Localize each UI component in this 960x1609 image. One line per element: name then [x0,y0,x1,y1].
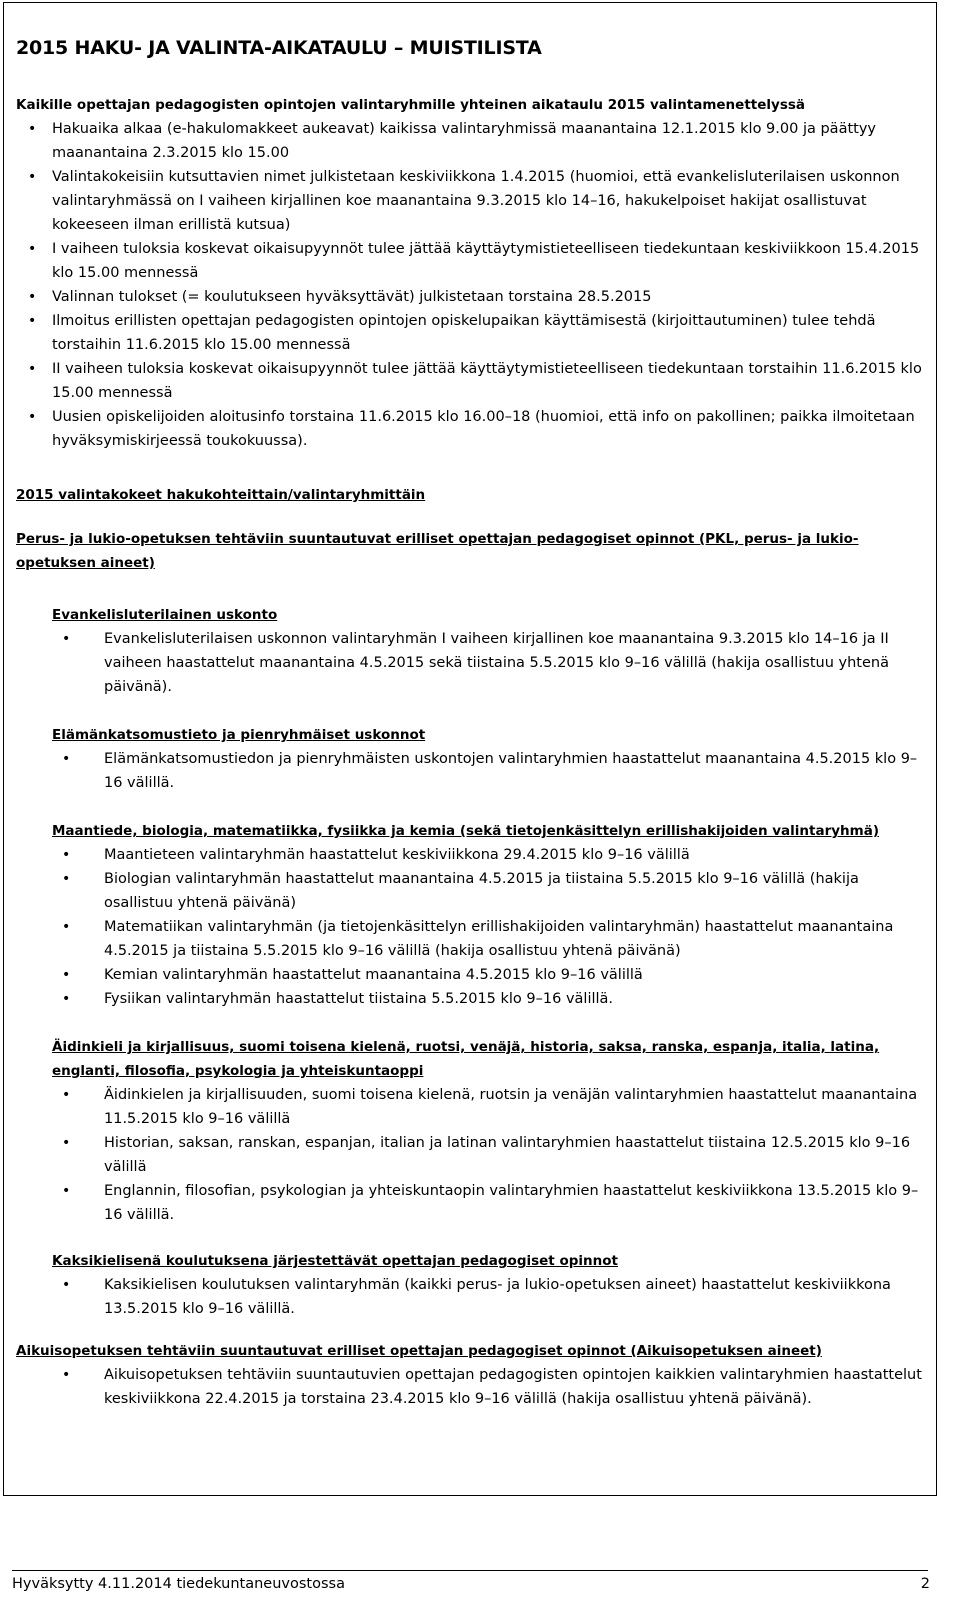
list-item-text: Ilmoitus erillisten opettajan pedagogisten opintojen opiskelupaikan käyttämisestä (kirjoittautuminen) tulee tehdä torstaihin 11.6.2015 klo 15.00 mennessä [52,313,876,353]
list-item [52,987,928,1011]
list-item [52,915,928,963]
list-item [16,165,928,237]
bullet-icon: • [62,919,71,935]
list-item [52,1179,928,1227]
bullet-icon: • [62,1135,71,1151]
list-item-text: Valinnan tulokset (= koulutukseen hyväksyttävät) julkistetaan torstaina 28.5.2015 [52,289,652,305]
list-item-text: Äidinkielen ja kirjallisuuden, suomi toisena kielenä, ruotsin ja venäjän valintaryhmien haastattelut maanantaina 11.5.2015 klo 9–16 välillä [104,1087,918,1127]
bullet-icon: • [28,169,37,185]
group-title: Kaksikielisenä koulutuksena järjestettävät opettajan pedagogiset opinnot [52,1253,618,1269]
list-item [16,357,928,405]
list-item [52,963,928,987]
list-item [52,1083,928,1131]
group-list [52,747,928,795]
bullet-icon: • [62,751,71,767]
bullet-icon: • [62,871,71,887]
list-item [16,285,928,309]
list-item [52,747,928,795]
list-item-text: Evankelisluterilaisen uskonnon valintaryhmän I vaiheen kirjallinen koe maanantaina 9.3.2015 klo 14–16 ja II vaiheen haastattelut maanantaina 4.5.2015 sekä tiistaina 5.5.2015 klo 9–16 välillä (hakija osallistuu yhtenä päivänä). [104,631,889,695]
list-item-text: Fysiikan valintaryhmän haastattelut tiistaina 5.5.2015 klo 9–16 välillä. [104,991,614,1007]
tests-heading: 2015 valintakokeet hakukohteittain/valintaryhmittäin [16,487,426,503]
list-item [16,117,928,165]
bullet-icon: • [28,241,37,257]
group-list [52,1273,928,1321]
bullet-icon: • [62,847,71,863]
list-item [52,1273,928,1321]
group-title: Elämänkatsomustieto ja pienryhmäiset uskonnot [52,727,426,743]
group-title: Äidinkieli ja kirjallisuus, suomi toisena kielenä, ruotsi, venäjä, historia, saksa, ranska, espanja, italia, latina, englanti, filosofia, psykologia ja yhteiskuntaoppi [52,1039,880,1079]
footer-approval-text: Hyväksytty 4.11.2014 tiedekuntaneuvostossa [12,1576,345,1592]
list-item [52,1363,928,1411]
common-schedule-list [16,117,928,453]
subject-group [16,723,928,795]
group-title: Maantiede, biologia, matematiikka, fysiikka ja kemia (sekä tietojenkäsittelyn erillishakijoiden valintaryhmä) [52,823,880,839]
list-item [16,309,928,357]
bullet-icon: • [28,289,37,305]
list-item-text: Hakuaika alkaa (e-hakulomakkeet aukeavat) kaikissa valintaryhmissä maanantaina 12.1.2015 klo 9.00 ja päättyy maanantaina 2.3.2015 klo 15.00 [52,121,876,161]
bullet-icon: • [62,631,71,647]
list-item-text: Elämänkatsomustiedon ja pienryhmäisten uskontojen valintaryhmien haastattelut maanantaina 4.5.2015 klo 9–16 välillä. [104,751,918,791]
list-item-text: Valintakokeisiin kutsuttavien nimet julkistetaan keskiviikkona 1.4.2015 (huomioi, että evankelisluterilaisen uskonnon valintaryhmässä on I vaiheen kirjallinen koe maanantaina 9.3.2015 klo 14–16, hakukelpoiset hakijat osallistuvat kokeeseen ilman erillistä kutsua) [52,169,900,233]
document-flow [16,95,928,1411]
perus-heading: Perus- ja lukio-opetuksen tehtäviin suuntautuvat erilliset opettajan pedagogiset opinnot (PKL, perus- ja lukio-opetuksen aineet) [16,531,859,571]
list-item-text: Kemian valintaryhmän haastattelut maanantaina 4.5.2015 klo 9–16 välillä [104,967,643,983]
list-item [52,1131,928,1179]
subject-group [16,1249,928,1321]
list-item [52,627,928,699]
list-item-text: II vaiheen tuloksia koskevat oikaisupyynnöt tulee jättää käyttäytymistieteelliseen tiedekuntaan torstaihin 11.6.2015 klo 15.00 mennessä [52,361,922,401]
bullet-icon: • [28,121,37,137]
list-item [52,867,928,915]
group-list [52,627,928,699]
adult-list [52,1363,928,1411]
list-item-text: Kaksikielisen koulutuksen valintaryhmän (kaikki perus- ja lukio-opetuksen aineet) haastattelut keskiviikkona 13.5.2015 klo 9–16 välillä. [104,1277,891,1317]
list-item-text: Biologian valintaryhmän haastattelut maanantaina 4.5.2015 ja tiistaina 5.5.2015 klo 9–16 välillä (hakija osallistuu yhtenä päivänä) [104,871,859,911]
list-item-text: Aikuisopetuksen tehtäviin suuntautuvien opettajan pedagogisten opintojen kaikkien valintaryhmien haastattelut keskiviikkona 22.4.2015 ja torstaina 23.4.2015 klo 9–16 välillä (hakija osallistuu yhtenä päivänä). [104,1367,922,1407]
footer-rule [12,1570,928,1571]
list-item [16,237,928,285]
page-frame [3,2,937,1496]
list-item [16,405,928,453]
list-item-text: Historian, saksan, ranskan, espanjan, italian ja latinan valintaryhmien haastattelut tiistaina 12.5.2015 klo 9–16 välillä [104,1135,911,1175]
bullet-icon: • [62,1367,71,1383]
bullet-icon: • [28,361,37,377]
page-title: 2015 HAKU- JA VALINTA-AIKATAULU – MUISTILISTA [16,37,542,59]
bullet-icon: • [62,991,71,1007]
common-schedule-heading: Kaikille opettajan pedagogisten opintojen valintaryhmille yhteinen aikataulu 2015 valintamenettelyssä [16,97,805,113]
list-item-text: Englannin, filosofian, psykologian ja yhteiskuntaopin valintaryhmien haastattelut keskiviikkona 13.5.2015 klo 9–16 välillä. [104,1183,919,1223]
list-item-text: Matematiikan valintaryhmän (ja tietojenkäsittelyn erillishakijoiden valintaryhmän) haastattelut maanantaina 4.5.2015 ja tiistaina 5.5.2015 klo 9–16 välillä (hakija osallistuu yhtenä päivänä) [104,919,894,959]
list-item-text: Uusien opiskelijoiden aloitusinfo torstaina 11.6.2015 klo 16.00–18 (huomioi, että info on pakollinen; paikka ilmoitetaan hyväksymiskirjeessä toukokuussa). [52,409,915,449]
list-item-text: I vaiheen tuloksia koskevat oikaisupyynnöt tulee jättää käyttäytymistieteelliseen tiedekuntaan keskiviikkoon 15.4.2015 klo 15.00 mennessä [52,241,920,281]
bullet-icon: • [28,313,37,329]
bullet-icon: • [62,1277,71,1293]
page-number: 2 [920,1576,930,1592]
bullet-icon: • [62,1087,71,1103]
subject-group [16,603,928,699]
subject-groups [16,603,928,1321]
group-title: Evankelisluterilainen uskonto [52,607,278,623]
group-list [52,1083,928,1227]
bullet-icon: • [62,1183,71,1199]
bullet-icon: • [28,409,37,425]
list-item [52,843,928,867]
bullet-icon: • [62,967,71,983]
subject-group [16,819,928,1011]
subject-group [16,1035,928,1227]
group-list [52,843,928,1011]
list-item-text: Maantieteen valintaryhmän haastattelut keskiviikkona 29.4.2015 klo 9–16 välillä [104,847,690,863]
adult-heading: Aikuisopetuksen tehtäviin suuntautuvat erilliset opettajan pedagogiset opinnot (Aikuisopetuksen aineet) [16,1343,822,1359]
